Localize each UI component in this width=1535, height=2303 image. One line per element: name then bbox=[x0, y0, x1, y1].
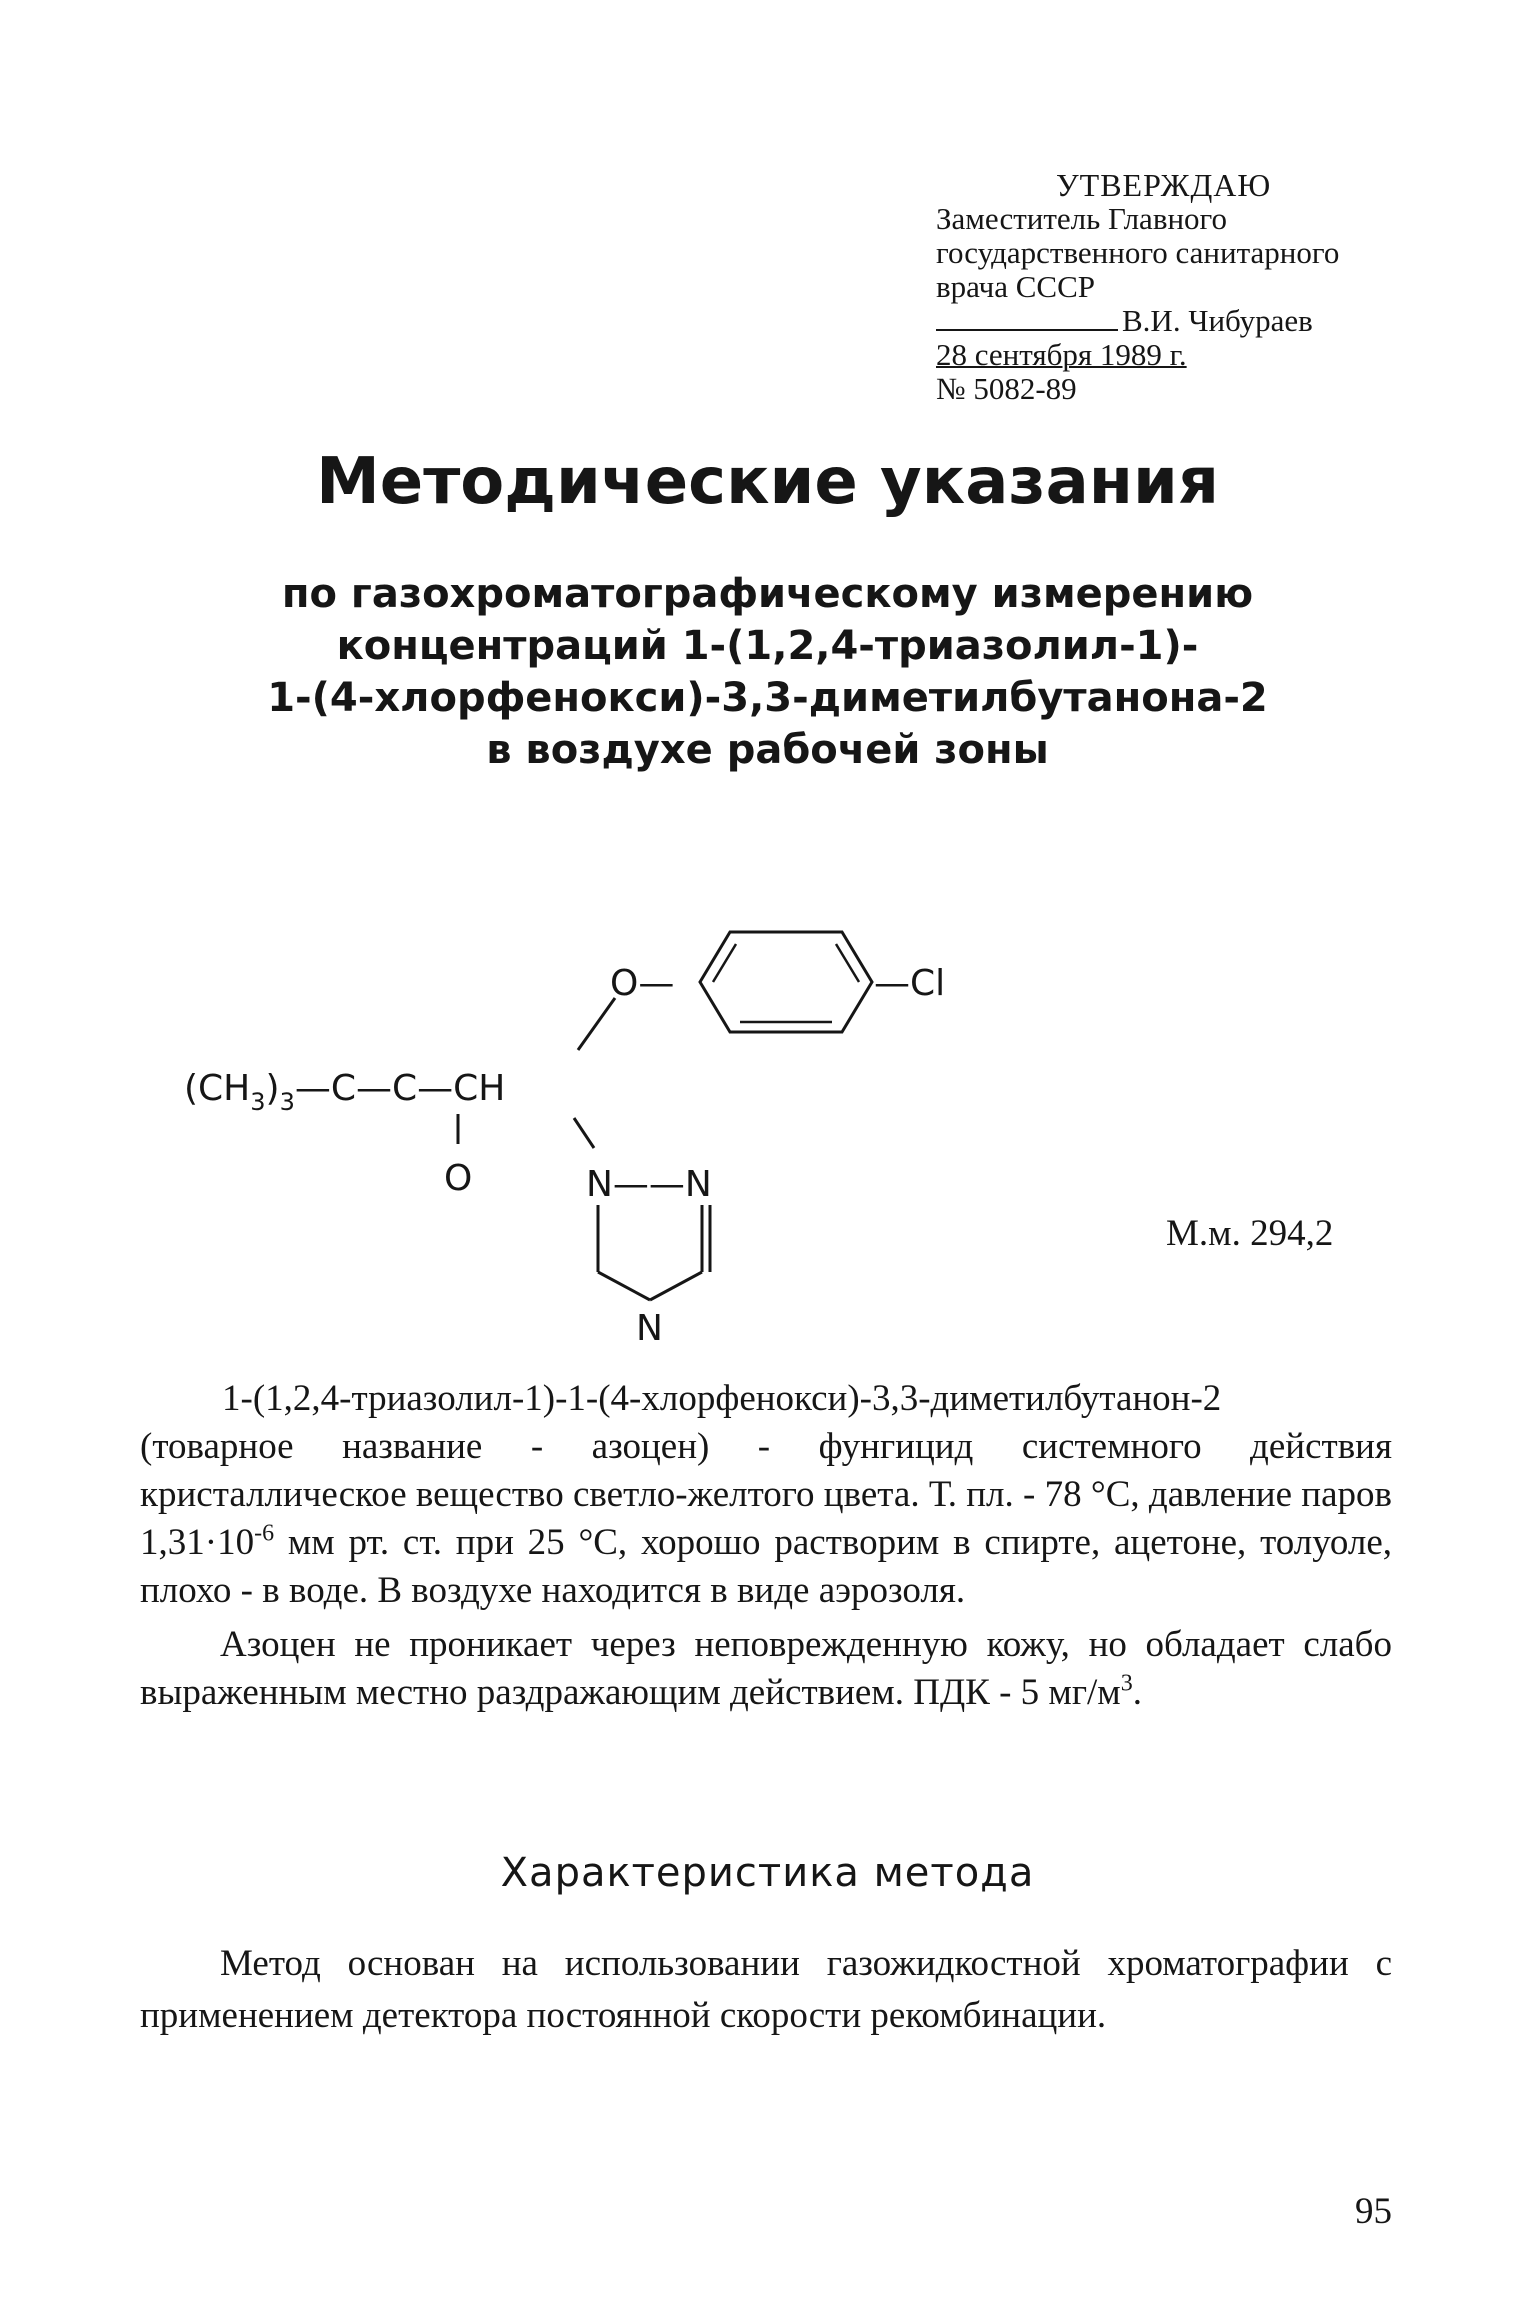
nitrogen-bond bbox=[574, 1118, 594, 1148]
subtitle bbox=[0, 568, 1535, 776]
subtitle-line-2: концентраций 1-(1,2,4-триазолил-1)- bbox=[336, 623, 1199, 669]
approval-line-1: Заместитель Главного bbox=[936, 201, 1227, 236]
ether-oxygen: O— bbox=[610, 963, 675, 1004]
carbonyl-oxygen: O bbox=[444, 1158, 473, 1199]
paragraph-3: Метод основан на использовании газожидкостной хроматографии с применением детектора постоянной скорости рекомбинации. bbox=[140, 1943, 1392, 2036]
signature-blank bbox=[936, 329, 1118, 331]
chlorine-atom: —Cl bbox=[874, 963, 946, 1004]
triazole-n1-n2: N——N bbox=[586, 1164, 712, 1205]
signer-name: В.И. Чибураев bbox=[1122, 303, 1313, 338]
page-title: Методические указания bbox=[316, 445, 1219, 519]
molar-mass: М.м. 294,2 bbox=[1166, 1213, 1334, 1254]
paragraph-1-text-b: мм рт. ст. при 25 °С, хорошо растворим в спирте, ацетоне, толуоле, плохо - в воде. В воздухе находится в виде аэрозоля. bbox=[140, 1522, 1392, 1611]
paragraph-2 bbox=[140, 1621, 1392, 1717]
approval-date: 28 сентября 1989 г. bbox=[936, 337, 1187, 372]
paragraph-2-text-a: Азоцен не проникает через неповрежденную кожу, но обладает слабо выраженным местно раздражающим действием. ПДК - 5 мг/м bbox=[140, 1624, 1392, 1713]
signature-line bbox=[936, 304, 1406, 338]
subtitle-line-1: по газохроматографическому измерению bbox=[281, 571, 1254, 617]
subtitle-line-3: 1-(4-хлорфенокси)-3,3-диметилбутанона-2 bbox=[267, 675, 1268, 721]
body-text bbox=[140, 1375, 1392, 1717]
approval-heading: УТВЕРЖДАЮ bbox=[1056, 167, 1272, 203]
paragraph-1-text-a: (товарное название - азоцен) - фунгицид системного действия кристаллическое вещество светло-желтого цвета. Т. пл. - 78 °С, давление паров 1,31·10 bbox=[140, 1426, 1392, 1563]
tert-butyl-group: $(CH_3)_3—C—C—CH$ bbox=[184, 1068, 506, 1116]
exponent: 3 bbox=[1120, 1670, 1133, 1697]
benzene-ring bbox=[700, 932, 872, 1032]
chemical-structure bbox=[170, 930, 970, 1350]
paragraph-1-first-line: 1-(1,2,4-триазолил-1)-1-(4-хлорфенокси)-3,3-диметилбутанон-2 bbox=[222, 1378, 1222, 1419]
approval-line-2: государственного санитарного bbox=[936, 235, 1340, 270]
ether-bond bbox=[578, 998, 615, 1050]
approval-line-3: врача СССР bbox=[936, 269, 1096, 304]
paragraph-2-text-b: . bbox=[1132, 1672, 1142, 1713]
triazole-n4: N bbox=[636, 1308, 663, 1349]
exponent: -6 bbox=[254, 1520, 275, 1547]
approval-number: № 5082-89 bbox=[936, 371, 1077, 406]
section-heading: Характеристика метода bbox=[500, 1850, 1035, 1896]
page-number: 95 bbox=[1355, 2191, 1392, 2232]
approval-block bbox=[936, 168, 1406, 406]
subtitle-line-4: в воздухе рабочей зоны bbox=[486, 727, 1049, 773]
paragraph-1 bbox=[140, 1423, 1392, 1615]
